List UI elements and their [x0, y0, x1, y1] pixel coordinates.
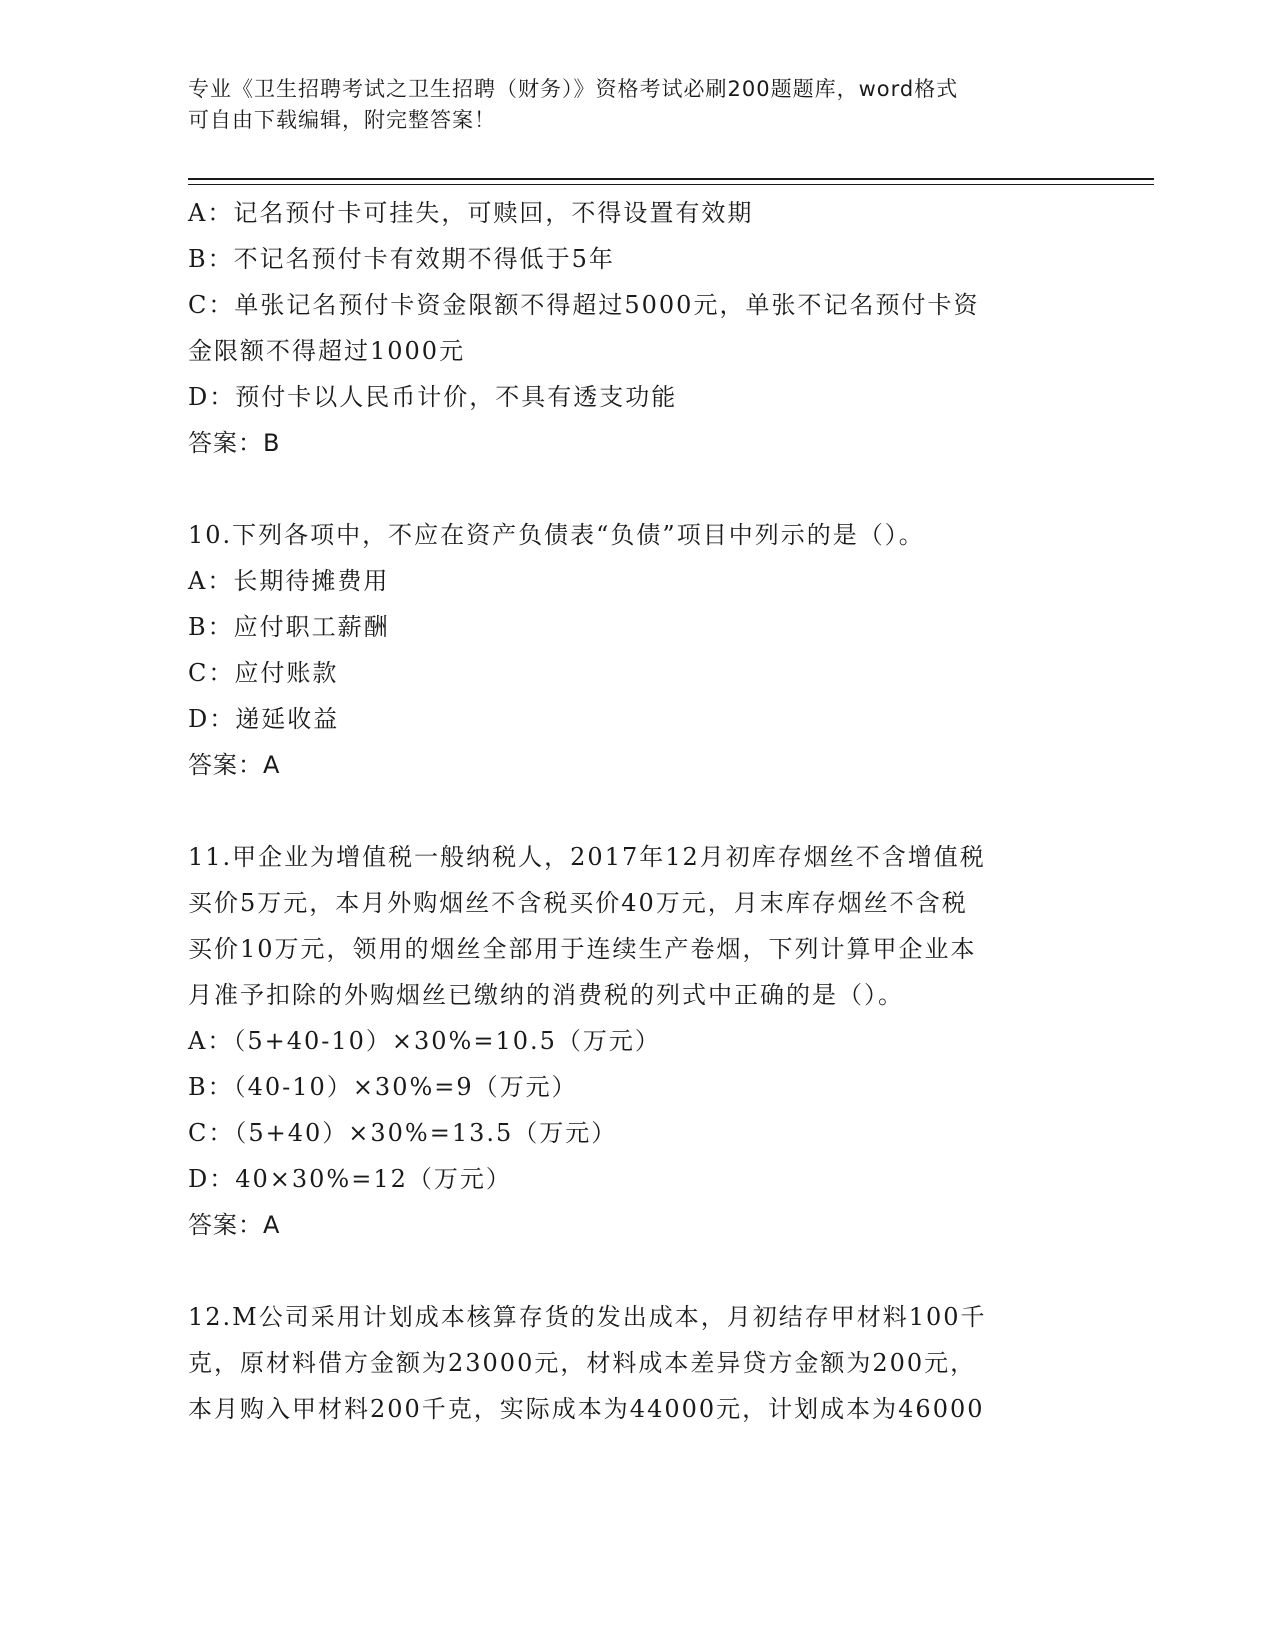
option-a: A：长期待摊费用: [188, 567, 390, 595]
question-stem: 10.下列各项中，不应在资产负债表“负债”项目中列示的是（）。: [188, 521, 925, 549]
question-9: [188, 190, 1088, 466]
spacer: [188, 466, 1088, 512]
question-stem: 12.M公司采用计划成本核算存货的发出成本，月初结存甲材料100千: [188, 1303, 987, 1331]
option-c: C：单张记名预付卡资金限额不得超过5000元，单张不记名预付卡资: [188, 291, 980, 319]
header-divider-thick: [188, 178, 1154, 180]
option-b: B：不记名预付卡有效期不得低于5年: [188, 245, 615, 273]
option-d: D：预付卡以人民币计价，不具有透支功能: [188, 383, 678, 411]
answer: 答案：A: [188, 751, 281, 779]
question-12: [188, 1294, 1088, 1432]
question-10: [188, 512, 1088, 788]
question-stem-continued: 本月购入甲材料200千克，实际成本为44000元，计划成本为46000: [188, 1395, 985, 1423]
document-body: [188, 190, 1088, 1432]
option-d: D：递延收益: [188, 705, 340, 733]
question-11: [188, 834, 1088, 1248]
answer: 答案：A: [188, 1211, 281, 1239]
question-stem: 11.甲企业为增值税一般纳税人，2017年12月初库存烟丝不含增值税: [188, 843, 986, 871]
header-line-2: 可自由下载编辑，附完整答案！: [188, 108, 496, 132]
option-b: B：应付职工薪酬: [188, 613, 390, 641]
option-a: A：记名预付卡可挂失，可赎回，不得设置有效期: [188, 199, 754, 227]
option-c-continued: 金限额不得超过1000元: [188, 337, 466, 365]
spacer: [188, 788, 1088, 834]
option-a: A：（5+40-10）×30%=10.5（万元）: [188, 1027, 661, 1055]
spacer: [188, 1248, 1088, 1294]
option-d: D：40×30%=12（万元）: [188, 1165, 512, 1193]
option-c: C：（5+40）×30%=13.5（万元）: [188, 1119, 618, 1147]
question-stem-continued: 月准予扣除的外购烟丝已缴纳的消费税的列式中正确的是（）。: [188, 981, 904, 1009]
header-line-1: 专业《卫生招聘考试之卫生招聘（财务）》资格考试必刷200题题库，word格式: [188, 77, 959, 101]
document-header: [188, 74, 1068, 136]
answer: 答案：B: [188, 429, 281, 457]
option-b: B：（40-10）×30%=9（万元）: [188, 1073, 578, 1101]
question-stem-continued: 克，原材料借方金额为23000元，材料成本差异贷方金额为200元，: [188, 1349, 977, 1377]
question-stem-continued: 买价10万元，领用的烟丝全部用于连续生产卷烟，下列计算甲企业本: [188, 935, 977, 963]
header-divider-thin: [188, 184, 1154, 185]
option-c: C：应付账款: [188, 659, 339, 687]
question-stem-continued: 买价5万元，本月外购烟丝不含税买价40万元，月末库存烟丝不含税: [188, 889, 968, 917]
